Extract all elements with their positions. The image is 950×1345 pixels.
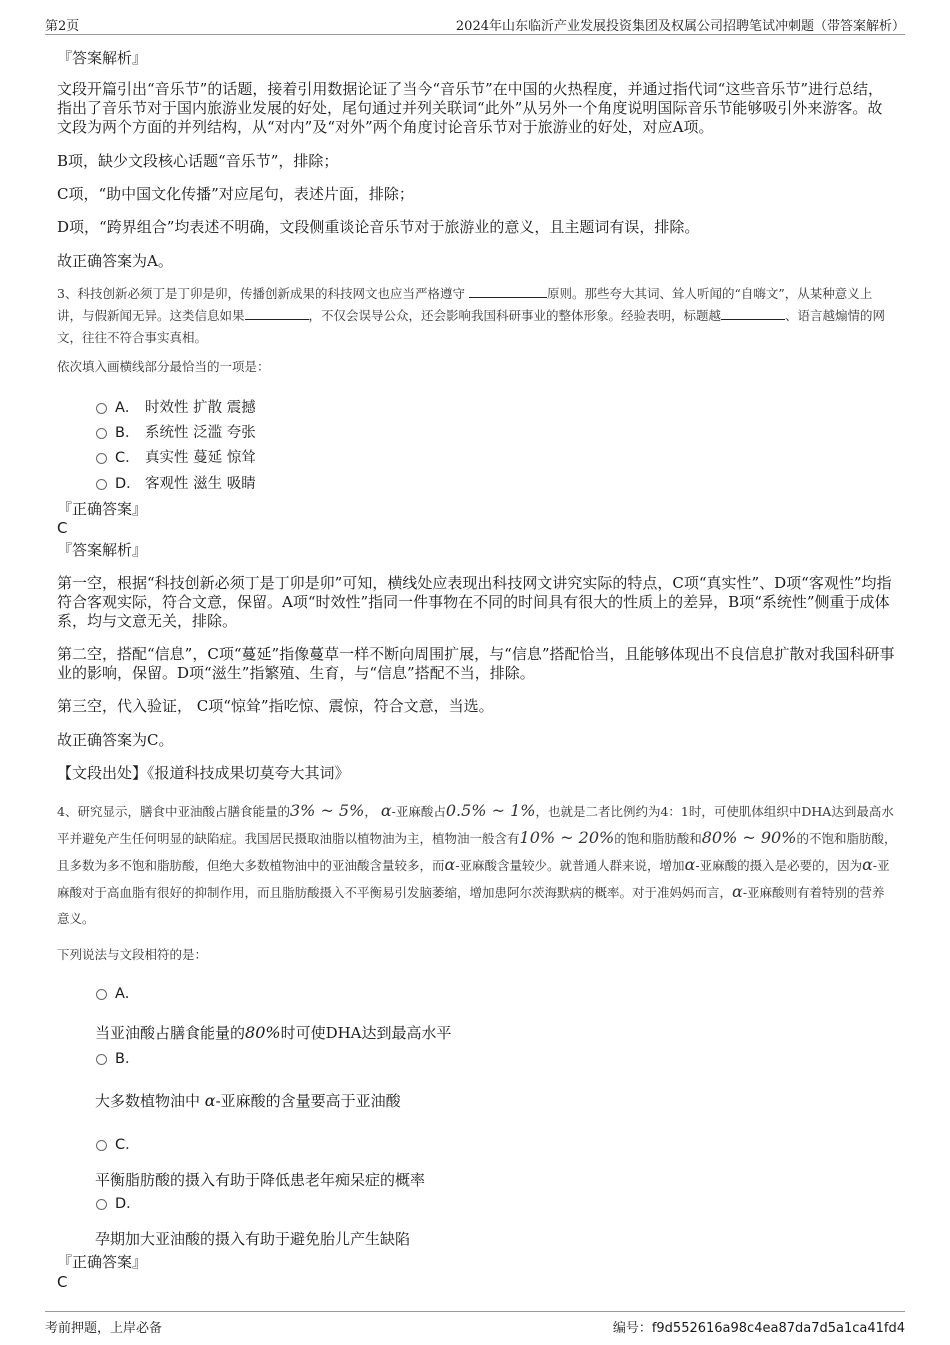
q3-option-c[interactable]: C． 真实性 蔓延 惊耸 [96,446,256,466]
q4-answer-label: 『正确答案』 [57,1253,148,1271]
q4-option-a[interactable]: A． [96,982,145,1002]
q2-analysis-p2: B项，缺少文段核心话题“音乐节”，排除； [57,152,339,170]
alpha-symbol: α [732,882,743,901]
radio-icon[interactable] [96,1140,107,1151]
radio-icon[interactable] [96,479,107,490]
q3-analysis-a2: 第二空，搭配“信息”，C项“蔓延”指像蔓草一样不断向周围扩展，与“信息”搭配恰当，且能够体现出不良信息扩散对我国科研事业的影响，保留。D项“滋生”指繁殖、生育，与“信息”搭配不当，排除。 [57,645,895,682]
q3-answer: C [57,519,68,537]
q4-option-b-text: 大多数植物油中 α-亚麻酸的含量要高于亚油酸 [95,1091,401,1110]
q2-analysis-label: 『答案解析』 [57,49,148,67]
q3-option-a[interactable]: A． 时效性 扩散 震撼 [96,396,256,416]
radio-icon[interactable] [96,989,107,1000]
q4-option-d-text: 孕期加大亚油酸的摄入有助于避免胎儿产生缺陷 [95,1230,411,1248]
q4-option-c[interactable]: C． [96,1133,145,1153]
q3-analysis-a1: 第一空，根据“科技创新必须丁是丁卯是卯”可知，横线处应表现出科技网文讲究实际的特点，C项“真实性”、D项“客观性”均指符合客观实际，符合文意，保留。A项“时效性”指同一件事物在不同的时间具有很大的性质上的差异，B项“系统性”侧重于成体系，均与文意无关，排除。 [57,574,892,630]
page-footer [45,1311,905,1336]
radio-icon[interactable] [96,1054,107,1065]
page-header [45,14,905,35]
blank-3 [721,307,785,320]
q2-analysis-p1: 文段开篇引出“音乐节”的话题，接着引用数据论证了当今“音乐节”在中国的火热程度，并通过指代词“这些音乐节”进行总结，指出了音乐节对于国内旅游业发展的好处，尾句通过并列关联词“此外”从另外一个角度说明国际音乐节能够吸引外来游客。故文段为两个方面的并列结构，从“对内”及“对外”两个角度讨论音乐节对于旅游业的好处，对应A项。 [57,80,884,136]
q4-option-a-text: 当亚油酸占膳食能量的80%时可使DHA达到最高水平 [95,1023,452,1042]
q4-option-c-text: 平衡脂肪酸的摄入有助于降低患老年痴呆症的概率 [95,1171,426,1189]
blank-1 [469,285,547,298]
q3-analysis-a3: 第三空，代入验证， C项“惊耸”指吃惊、震惊，符合文意，当选。 [57,697,494,715]
q4-option-d[interactable]: D． [96,1192,145,1212]
q4-option-b[interactable]: B． [96,1047,145,1067]
q2-analysis-p3: C项，“助中国文化传播”对应尾句，表述片面，排除； [57,185,414,203]
alpha-symbol: α [862,855,873,874]
alpha-symbol: α [204,1091,216,1110]
q3-answer-label: 『正确答案』 [57,500,148,518]
q4-answer: C [57,1273,68,1291]
q2-analysis-p5: 故正确答案为A。 [57,252,173,270]
radio-icon[interactable] [96,1199,107,1210]
blank-2 [245,307,309,320]
q3-prompt: 依次填入画横线部分最恰当的一项是： [57,359,270,374]
footer-slogan: 考前押题，上岸必备 [45,1321,163,1336]
q3-option-d[interactable]: D． 客观性 滋生 吸睛 [96,472,256,492]
alpha-symbol: α [684,855,696,874]
radio-icon[interactable] [96,453,107,464]
q4-stem: 4、研究显示，膳食中亚油酸占膳食能量的3% ~ 5%， α-亚麻酸占0.5% ~ 1%，也就是二者比例约为4：1时，可使肌体组织中DHA达到最高水平并避免产生任何明显的缺陷症。我国居民摄取油脂以植物油为主，植物油一般含有10% ~ 20%的饱和脂肪酸和80% ~ 90%的不饱和脂肪酸，且多数为多不饱和脂肪酸，但绝大多数植物油中的亚油酸含量较多，而α-亚麻酸含量较少。就普通人群来说，增加α-亚麻酸的摄入是必要的，因为α-亚麻酸对于高血脂有很好的抑制作用，而且脂肪酸摄入不平衡易引发脑萎缩，增加患阿尔茨海默病的概率。对于准妈妈而言，α-亚麻酸则有着特别的营养意义。 [57,801,897,926]
alpha-symbol: α [444,855,456,874]
q3-source: 【文段出处】《报道科技成果切莫夸大其词》 [57,764,350,782]
q3-analysis-label: 『答案解析』 [57,541,148,559]
q3-analysis-a4: 故正确答案为C。 [57,731,174,749]
q3-option-b[interactable]: B． 系统性 泛滥 夸张 [96,421,256,441]
document-title: 2024年山东临沂产业发展投资集团及权属公司招聘笔试冲刺题（带答案解析） [455,19,905,34]
q2-analysis-p4: D项，“跨界组合”均表述不明确，文段侧重谈论音乐节对于旅游业的意义，且主题词有误，排除。 [57,218,700,236]
radio-icon[interactable] [96,428,107,439]
q3-stem: 3、科技创新必须丁是丁卯是卯，传播创新成果的科技网文也应当严格遵守 原则。那些夸大其词、耸人听闻的“自嗨文”，从某种意义上讲，与假新闻无异。这类信息如果 ，不仅会误导公众，还会影响我国科研事业的整体形象。经验表明，标题越 、语言越煽情的网文，往往不符合事实真相。 [57,286,886,345]
alpha-symbol: α [380,801,392,820]
page-number: 第2页 [45,19,80,34]
document-code: 编号：f9d552616a98c4ea87da7d5a1ca41fd4 [612,1321,905,1336]
q4-prompt: 下列说法与文段相符的是： [57,947,208,962]
radio-icon[interactable] [96,403,107,414]
